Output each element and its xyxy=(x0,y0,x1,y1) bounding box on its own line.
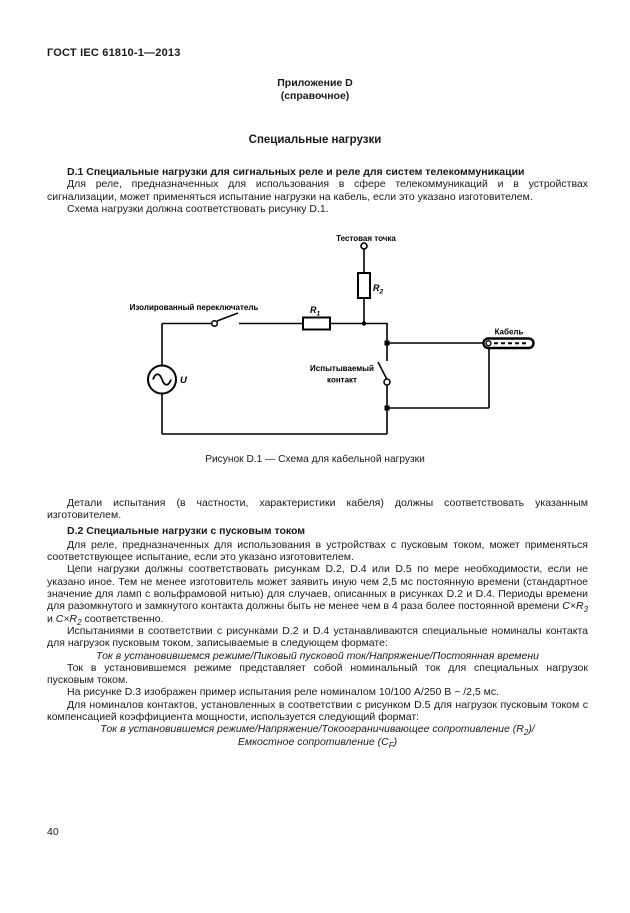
d1-paragraph-2: Схема нагрузки должна соответствовать рисунку D.1. xyxy=(67,202,329,215)
section-d1 xyxy=(47,166,588,215)
figure-d1-caption: Рисунок D.1 — Схема для кабельной нагрузки xyxy=(205,454,425,465)
d2-format-line-2: Ток в установившемся режиме/Напряжение/Токоограничивающее сопротивление $(R_2)$/Емкостное сопротивление $(C_F)$ xyxy=(100,723,535,750)
annex-title-line2: (справочное) xyxy=(280,89,350,102)
section-d2 xyxy=(47,497,588,748)
contact-terminal-icon xyxy=(384,379,390,385)
isolated-switch-label: Изолированный переключатель xyxy=(130,303,259,312)
d2-paragraph-5: На рисунке D.3 изображен пример испытания реле номиналом 10/100 А/250 В ~ /2,5 мс. xyxy=(67,686,500,699)
contact-lever-icon xyxy=(378,362,387,380)
switch-pivot-icon xyxy=(212,321,218,327)
resistor-r2-icon xyxy=(358,273,370,298)
d1-paragraph-1: Для реле, предназначенных для использования в сфере телекоммуникаций и в устройствах сигнализации, может применяться испытание нагрузки на кабель, если это указано изготовителем. xyxy=(47,178,588,203)
formula-c-r3: $C\times R_3$ xyxy=(562,600,588,615)
test-point-label: Тестовая точка xyxy=(336,234,396,243)
resistor-r1-icon xyxy=(303,318,330,330)
contact-under-test-label-line2: контакт xyxy=(327,375,357,385)
d2-paragraph-4: Ток в установившемся режиме представляет собой номинальный ток для специальных нагрузок пусковым током. xyxy=(47,661,588,687)
section-main-title: Специальные нагрузки xyxy=(248,134,382,146)
circuit-schematic xyxy=(130,229,550,441)
resistor-r2-label: $R_2$ xyxy=(373,283,384,296)
switch-lever-icon xyxy=(217,313,238,321)
figure-d1-circuit-diagram xyxy=(130,229,550,441)
cable-terminal-icon xyxy=(486,341,491,346)
resistor-r1-label: $R_1$ xyxy=(310,305,321,318)
standard-number-header: ГОСТ IEC 61810-1—2013 xyxy=(47,47,181,59)
d2-paragraph-3: Испытаниями в соответствии с рисунками D.2 и D.4 устанавливаются специальные номиналы контакта для нагрузок пусковым током, записываемые в следующем формате: xyxy=(47,624,588,650)
formula-c-r2: $C\times R_2$ xyxy=(55,612,82,627)
annex-title-line1: Приложение D xyxy=(277,77,353,89)
d1-heading: D.1 Специальные нагрузки для сигнальных реле и реле для систем телекоммуникации xyxy=(67,166,525,178)
voltage-source-label: U xyxy=(180,375,187,386)
contact-under-test-label-line1: Испытываемый xyxy=(310,364,374,373)
cable-label: Кабель xyxy=(494,327,524,337)
page-number: 40 xyxy=(47,826,59,838)
annex-title xyxy=(0,77,630,102)
test-point-terminal-icon xyxy=(361,243,367,249)
d2-paragraph-0: Детали испытания (в частности, характеристики кабеля) должны соответствовать указанным изготовителем. xyxy=(47,497,588,522)
d2-paragraph-2: Цепи нагрузки должны соответствовать рисункам D.2, D.4 или D.5 по мере необходимости, если не указано иное. Тем не менее изготовитель может заявить иную чем 2,5 мс постоянную времени (стандартное значение для ламп с вольфрамовой нитью) для случаев, описанных в рисунках D.2 и D.4. Периоды времени для разомкнутого и замкнутого контакта должны быть не менее чем в 4 раза более постоянной времени $C\times R_3$ и $C\times R_2$ соответственно. xyxy=(47,563,588,627)
d2-paragraph-1: Для реле, предназначенных для использования в устройствах с пусковым током, может применяться соответствующее испытание, если это указано изготовителем. xyxy=(47,538,588,564)
d2-format-line-1: Ток в установившемся режиме/Пиковый пусковой ток/Напряжение/Постоянная времени xyxy=(96,649,539,662)
d2-paragraph-6: Для номиналов контактов, установленных в соответствии с рисунком D.5 для нагрузок пусковым током с компенсацией коэффициента мощности, используется следующий формат: xyxy=(47,698,588,724)
d2-heading: D.2 Специальные нагрузки с пусковым током xyxy=(67,524,306,537)
wire-r1-contact xyxy=(330,324,387,362)
